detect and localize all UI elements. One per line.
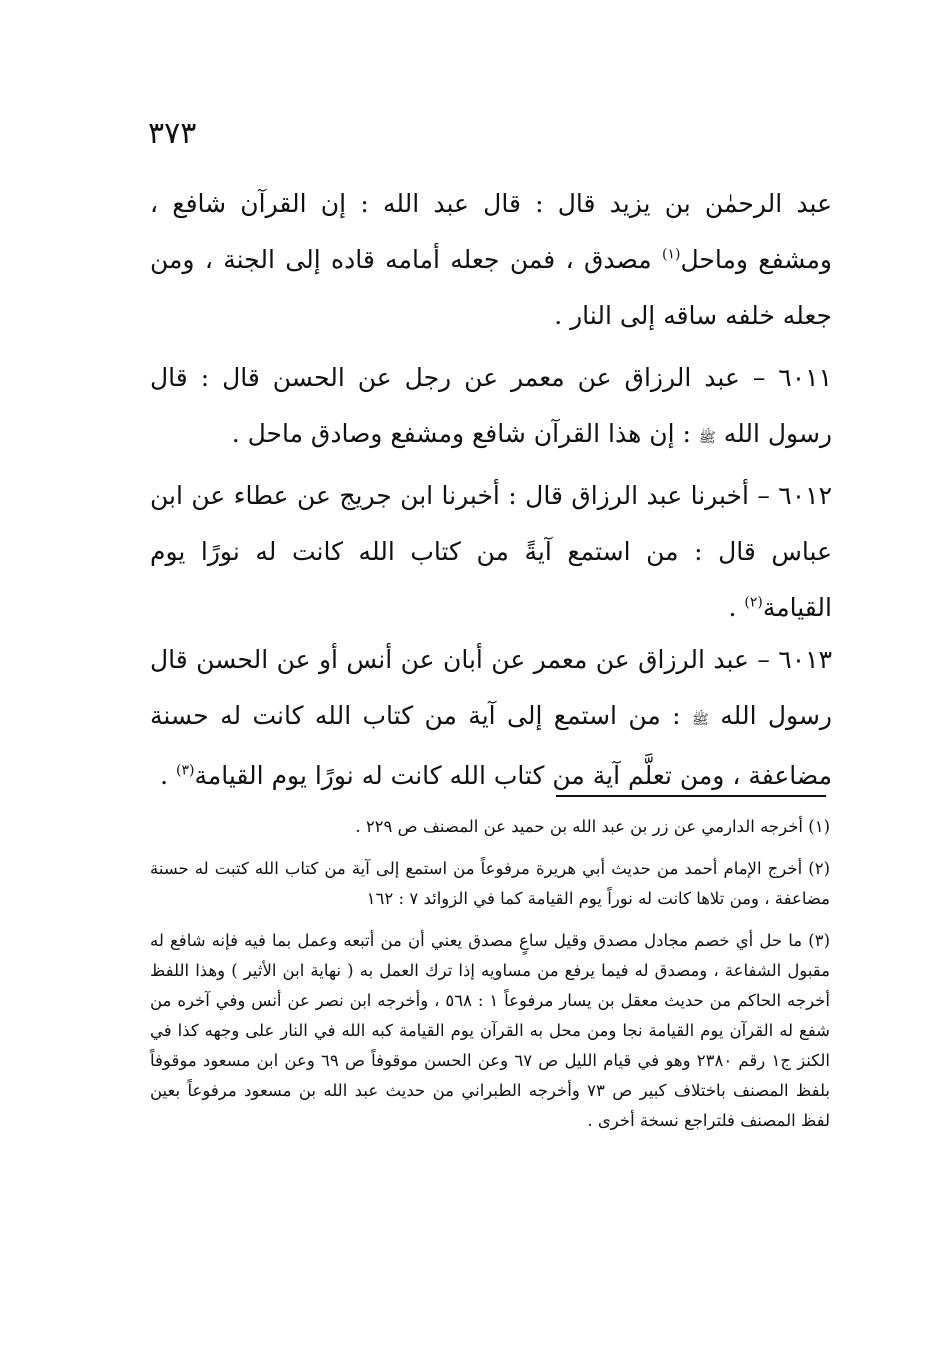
footnote-3: (٣) ما حل أي خصم مجادل مصدق وقيل ساعٍ مصدق يعني أن من أتبعه وعمل بما فيه فإنه شافع له مقبول الشفاعة ، ومصدق له فيما يرفع من مساويه إذا ترك العمل به ( نهاية ابن الأثير ) وهذا اللفظ أخرجه الحاكم من حديث معقل بن يسار مرفوعاً ١ : ٥٦٨ ، وأخرجه ابن نصر عن أنس وفي آخره من شفع له القرآن يوم القيامة نجا ومن محل به القرآن يوم القيامة كبه الله في النار على وجهه كذا في الكنز ج١ رقم ٢٣٨٠ وهو في قيام الليل ص ٦٧ وعن الحسن موقوفاً ص ٦٩ وعن ابن مسعود موقوفاً بلفظ المصنف باختلاف كبير ص ٧٣ وأخرجه الطبراني من حديث عبد الله بن مسعود مرفوعاً بعين لفظ المصنف فلتراجع نسخة أخرى .: [150, 931, 831, 1130]
hadith-6011: [150, 350, 832, 466]
paragraph-text: ٦٠١٢ – أخبرنا عبد الرزاق قال : أخبرنا ابن جريج عن عطاء عن ابن عباس قال : من استمع آيةً من كتاب الله كانت له نورًا يوم القيامة: [150, 481, 832, 622]
paragraph-text: ٦٠١٣ – عبد الرزاق عن معمر عن أبان عن أنس أو عن الحسن قال رسول الله: [150, 645, 832, 730]
paragraph-text-mid: : من استمع إلى آية من كتاب الله كانت له حسنة مضاعفة ، ومن تعلَّم آية من كتاب الله كانت له نورًا يوم القيامة: [150, 701, 832, 790]
hadith-6013: [150, 632, 832, 804]
paragraph-text-cont: مصدق ، فمن جعله أمامه قاده إلى الجنة ، ومن جعله خلفه ساقه إلى النار .: [150, 245, 832, 330]
salawat-honorific: ﷺ: [691, 712, 709, 728]
footnote-ref-2: (٢): [744, 594, 763, 611]
paragraph-text: عبد الرحمٰن بن يزيد قال : قال عبد الله : إن القرآن شافع ، ومشفع وماحل: [150, 189, 832, 274]
page-number: ٣٧٣: [148, 116, 197, 151]
footnote-ref-3: (٣): [175, 762, 195, 779]
paragraph-1: [150, 176, 832, 344]
footnote-divider: [556, 795, 826, 797]
footnote-1: (١) أخرجه الدارمي عن زر بن عبد الله بن حميد عن المصنف ص ٢٢٩ .: [355, 817, 830, 836]
footnotes: [150, 812, 830, 1148]
footnote-ref-1: (١): [661, 246, 681, 263]
hadith-6012: [150, 468, 832, 636]
paragraph-text-cont: .: [728, 593, 745, 622]
footnote-2: (٢) أخرج الإمام أحمد من حديث أبي هريرة مرفوعاً من استمع إلى آية من كتاب الله كتبت له حسنة مضاعفة ، ومن تلاها كانت له نوراً يوم القيامة كما في الزوائد ٧ : ١٦٢: [150, 859, 830, 908]
paragraph-text-cont: .: [160, 761, 176, 790]
paragraph-text-cont: : إن هذا القرآن شافع ومشفع وصادق ماحل .: [231, 419, 699, 448]
salawat-honorific: ﷺ: [698, 430, 716, 446]
paragraph-text: ٦٠١١ – عبد الرزاق عن معمر عن رجل عن الحسن قال : قال رسول الله: [150, 363, 832, 448]
